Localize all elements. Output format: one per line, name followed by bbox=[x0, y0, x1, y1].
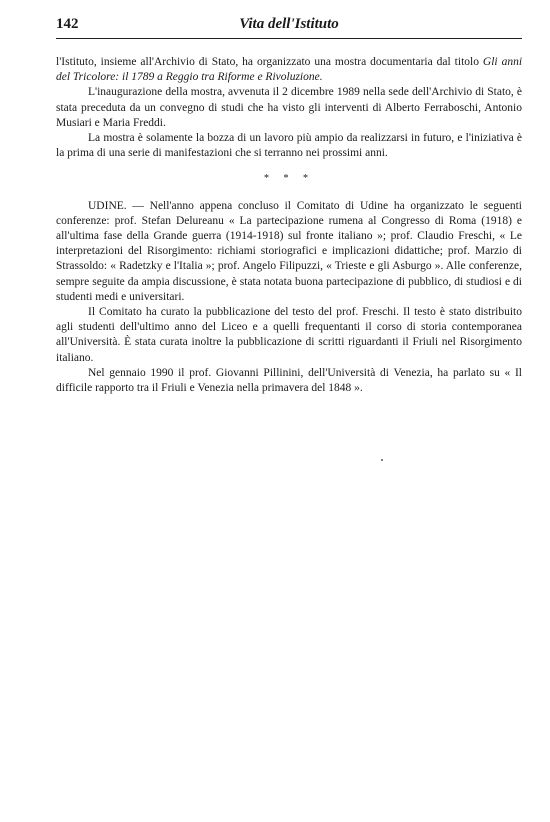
section-separator: * * * bbox=[264, 173, 314, 185]
page-header bbox=[56, 16, 522, 38]
paragraph-publication: Il Comitato ha curato la pubblicazione del testo del prof. Freschi. Il testo è stato distribuito agli studenti dell'ultimo anno del Liceo e a quelli frequentanti il corso di storia contemporanea all'Università. È stata curata inoltre la pubblicazione di scritti riguardanti il Friuli nel Risorgimento italiano. bbox=[56, 306, 522, 364]
header-rule bbox=[56, 38, 522, 39]
paragraph-future: La mostra è solamente la bozza di un lavoro più ampio da realizzarsi in futuro, e l'iniziativa è la prima di una serie di manifestazioni che si terranno nei prossimi anni. bbox=[56, 132, 522, 160]
paragraph-lecture: Nel gennaio 1990 il prof. Giovanni Pillinini, dell'Università di Venezia, ha parlato su « Il difficile rapporto tra il Friuli e Venezia nella primavera del 1848 ». bbox=[56, 366, 522, 395]
paragraph-udine: UDINE. — Nell'anno appena concluso il Comitato di Udine ha organizzato le seguenti conferenze: prof. Stefan Delureanu « La partecipazione rumena al Congresso di Roma (1918) e all'ultima fase della Grande guerra (1914-1918) sul fronte italiano »; prof. Claudio Freschi, « Le interpretazioni del Risorgimento: richiami storiografici e implicazioni didattiche; prof. Marzio di Strassoldo: « Radetzky e l'Italia »; prof. Angelo Filipuzzi, « Trieste e gli Asburgo ». Alle conferenze, sempre seguite da ampia discussione, è stata notata buona partecipazione di pubblico, di studiosi e di studenti medi e universitari. bbox=[56, 199, 522, 303]
print-speck bbox=[381, 459, 383, 461]
paragraph-continuation bbox=[56, 55, 522, 85]
paragraph-inauguration: L'inaugurazione della mostra, avvenuta il 2 dicembre 1989 nella sede dell'Archivio di Stato, è stata preceduta da un convegno di studi che ha visto gli interventi di Alberto Ferraboschi, Antonio Musiari e Maria Freddi. bbox=[56, 86, 522, 129]
page-number: 142 bbox=[56, 16, 79, 32]
running-title: Vita dell'Istituto bbox=[239, 16, 339, 32]
exhibition-title: Gli anni del Tricolore: il 1789 a Reggio tra Riforme e Rivoluzione. bbox=[56, 56, 523, 84]
body-text bbox=[56, 55, 522, 396]
paragraph-lead: l'Istituto, insieme all'Archivio di Stato, ha organizzato una mostra documentaria dal titolo bbox=[56, 56, 483, 68]
